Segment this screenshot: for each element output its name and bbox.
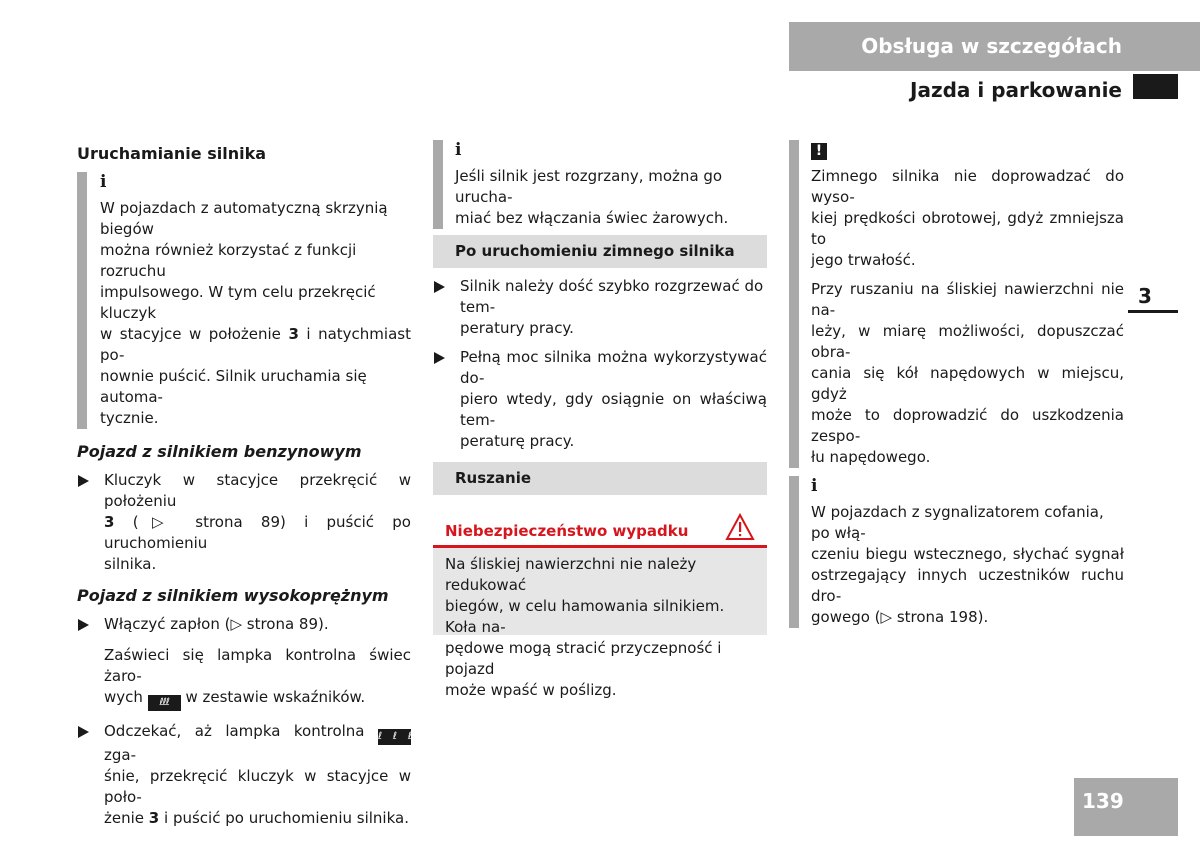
info-line: można również korzystać z funkcji rozruchu — [100, 241, 357, 280]
subsection-marker — [1133, 74, 1178, 99]
danger-box-accident — [433, 507, 767, 699]
info-icon: i — [100, 172, 107, 192]
info-line: nownie puścić. Silnik uruchamia się automa- — [100, 367, 367, 406]
info-line: W pojazdach z automatyczną skrzynią biegów — [100, 199, 388, 238]
warning-triangle-icon — [725, 513, 755, 541]
info-box-reverse-signal: i W pojazdach z sygnalizatorem cofania, po włą- czeniu biegu wstecznego, słychać sygnał ostrzegający innych uczestników ruchu dro- gowego (▷ strona 198). — [789, 476, 1124, 628]
bullet-full-power: Pełną moc silnika można wykorzystywać do- piero wtedy, gdy osiągnie on właściwą tem- peraturę pracy. — [433, 347, 767, 452]
key-position: 3 — [104, 513, 115, 531]
page-number: 139 — [1082, 789, 1124, 813]
heading-diesel: Pojazd z silnikiem wysokoprężnym — [77, 586, 389, 605]
heading-after-cold-start: Po uruchomieniu zimnego silnika — [433, 235, 767, 268]
column-right — [789, 140, 1124, 628]
info-icon: i — [811, 476, 818, 496]
bullet-arrow-icon — [434, 352, 445, 364]
danger-header — [433, 507, 767, 548]
chapter-underline — [1128, 310, 1178, 313]
bullet-arrow-icon — [78, 475, 89, 487]
heading-engine-start: Uruchamianie silnika — [77, 144, 266, 163]
section-tab — [789, 22, 1200, 71]
glow-plug-indicator-icon: ℓℓℓ — [148, 695, 181, 711]
column-left — [77, 140, 411, 829]
column-middle — [433, 140, 767, 699]
glow-plug-indicator-icon: ℓℓℓ — [378, 729, 411, 745]
section-title: Obsługa w szczegółach — [861, 34, 1122, 58]
info-icon: i — [455, 140, 462, 160]
key-position: 3 — [148, 809, 160, 827]
info-box-impulse-start — [77, 172, 411, 429]
bullet-petrol: Kluczyk w stacyjce przekręcić w położeniu 3 (▷ strona 89) i puścić po uruchomieniu silnika. — [77, 470, 411, 575]
danger-body: Na śliskiej nawierzchni nie należy redukować biegów, w celu hamowania silnikiem. Koła na- pędowe mogą stracić przyczepność i pojazd może wpaść w poślizg. — [445, 555, 725, 699]
warning-box-cold-engine: ! Zimnego silnika nie doprowadzać do wyso- kiej prędkości obrotowej, gdyż zmniejsza to jego trwałość. Przy ruszaniu na śliskiej nawierzchni nie na- leży, w miarę możliwości, dopuszczać obra- cania się kół napędowych w miejscu, gdyż może to doprowadzić do uszkodzenia zespo- łu napędowego. — [789, 140, 1124, 468]
heading-petrol: Pojazd z silnikiem benzynowym — [77, 442, 362, 461]
info-line: impulsowego. W tym celu przekręcić kluczyk — [100, 283, 376, 322]
subsection-title: Jazda i parkowanie — [910, 78, 1122, 102]
info-line: tycznie. — [100, 409, 159, 427]
bullet-arrow-icon — [434, 281, 445, 293]
info-box-warm-engine: i Jeśli silnik jest rozgrzany, można go urucha- miać bez włączania świec żarowych. — [433, 140, 767, 229]
bullet-wait-lamp: Odczekać, aż lampka kontrolna ℓℓℓ zga- śnie, przekręcić kluczyk w stacyjce w poło- żenie 3 i puścić po uruchomieniu silnika. — [77, 721, 411, 829]
heading-driving-off: Ruszanie — [433, 462, 767, 495]
bullet-arrow-icon — [78, 619, 89, 631]
key-position: 3 — [288, 325, 299, 343]
bullet-ignition: Włączyć zapłon (▷ strona 89). Zaświeci się lampka kontrolna świec żaro- wych ℓℓℓ w zestawie wskaźników. — [77, 614, 411, 711]
danger-title: Niebezpieczeństwo wypadku — [445, 522, 689, 540]
info-line: w stacyjce w położenie 3 i natychmiast po- — [100, 325, 411, 364]
warning-icon: ! — [811, 143, 827, 160]
page-ref: (▷ strona 89) — [132, 513, 286, 531]
bullet-warm-up: Silnik należy dość szybko rozgrzewać do tem- peratury pracy. — [433, 276, 767, 339]
page-number-box — [1074, 778, 1178, 836]
bullet-arrow-icon — [78, 726, 89, 738]
chapter-number: 3 — [1138, 284, 1152, 308]
